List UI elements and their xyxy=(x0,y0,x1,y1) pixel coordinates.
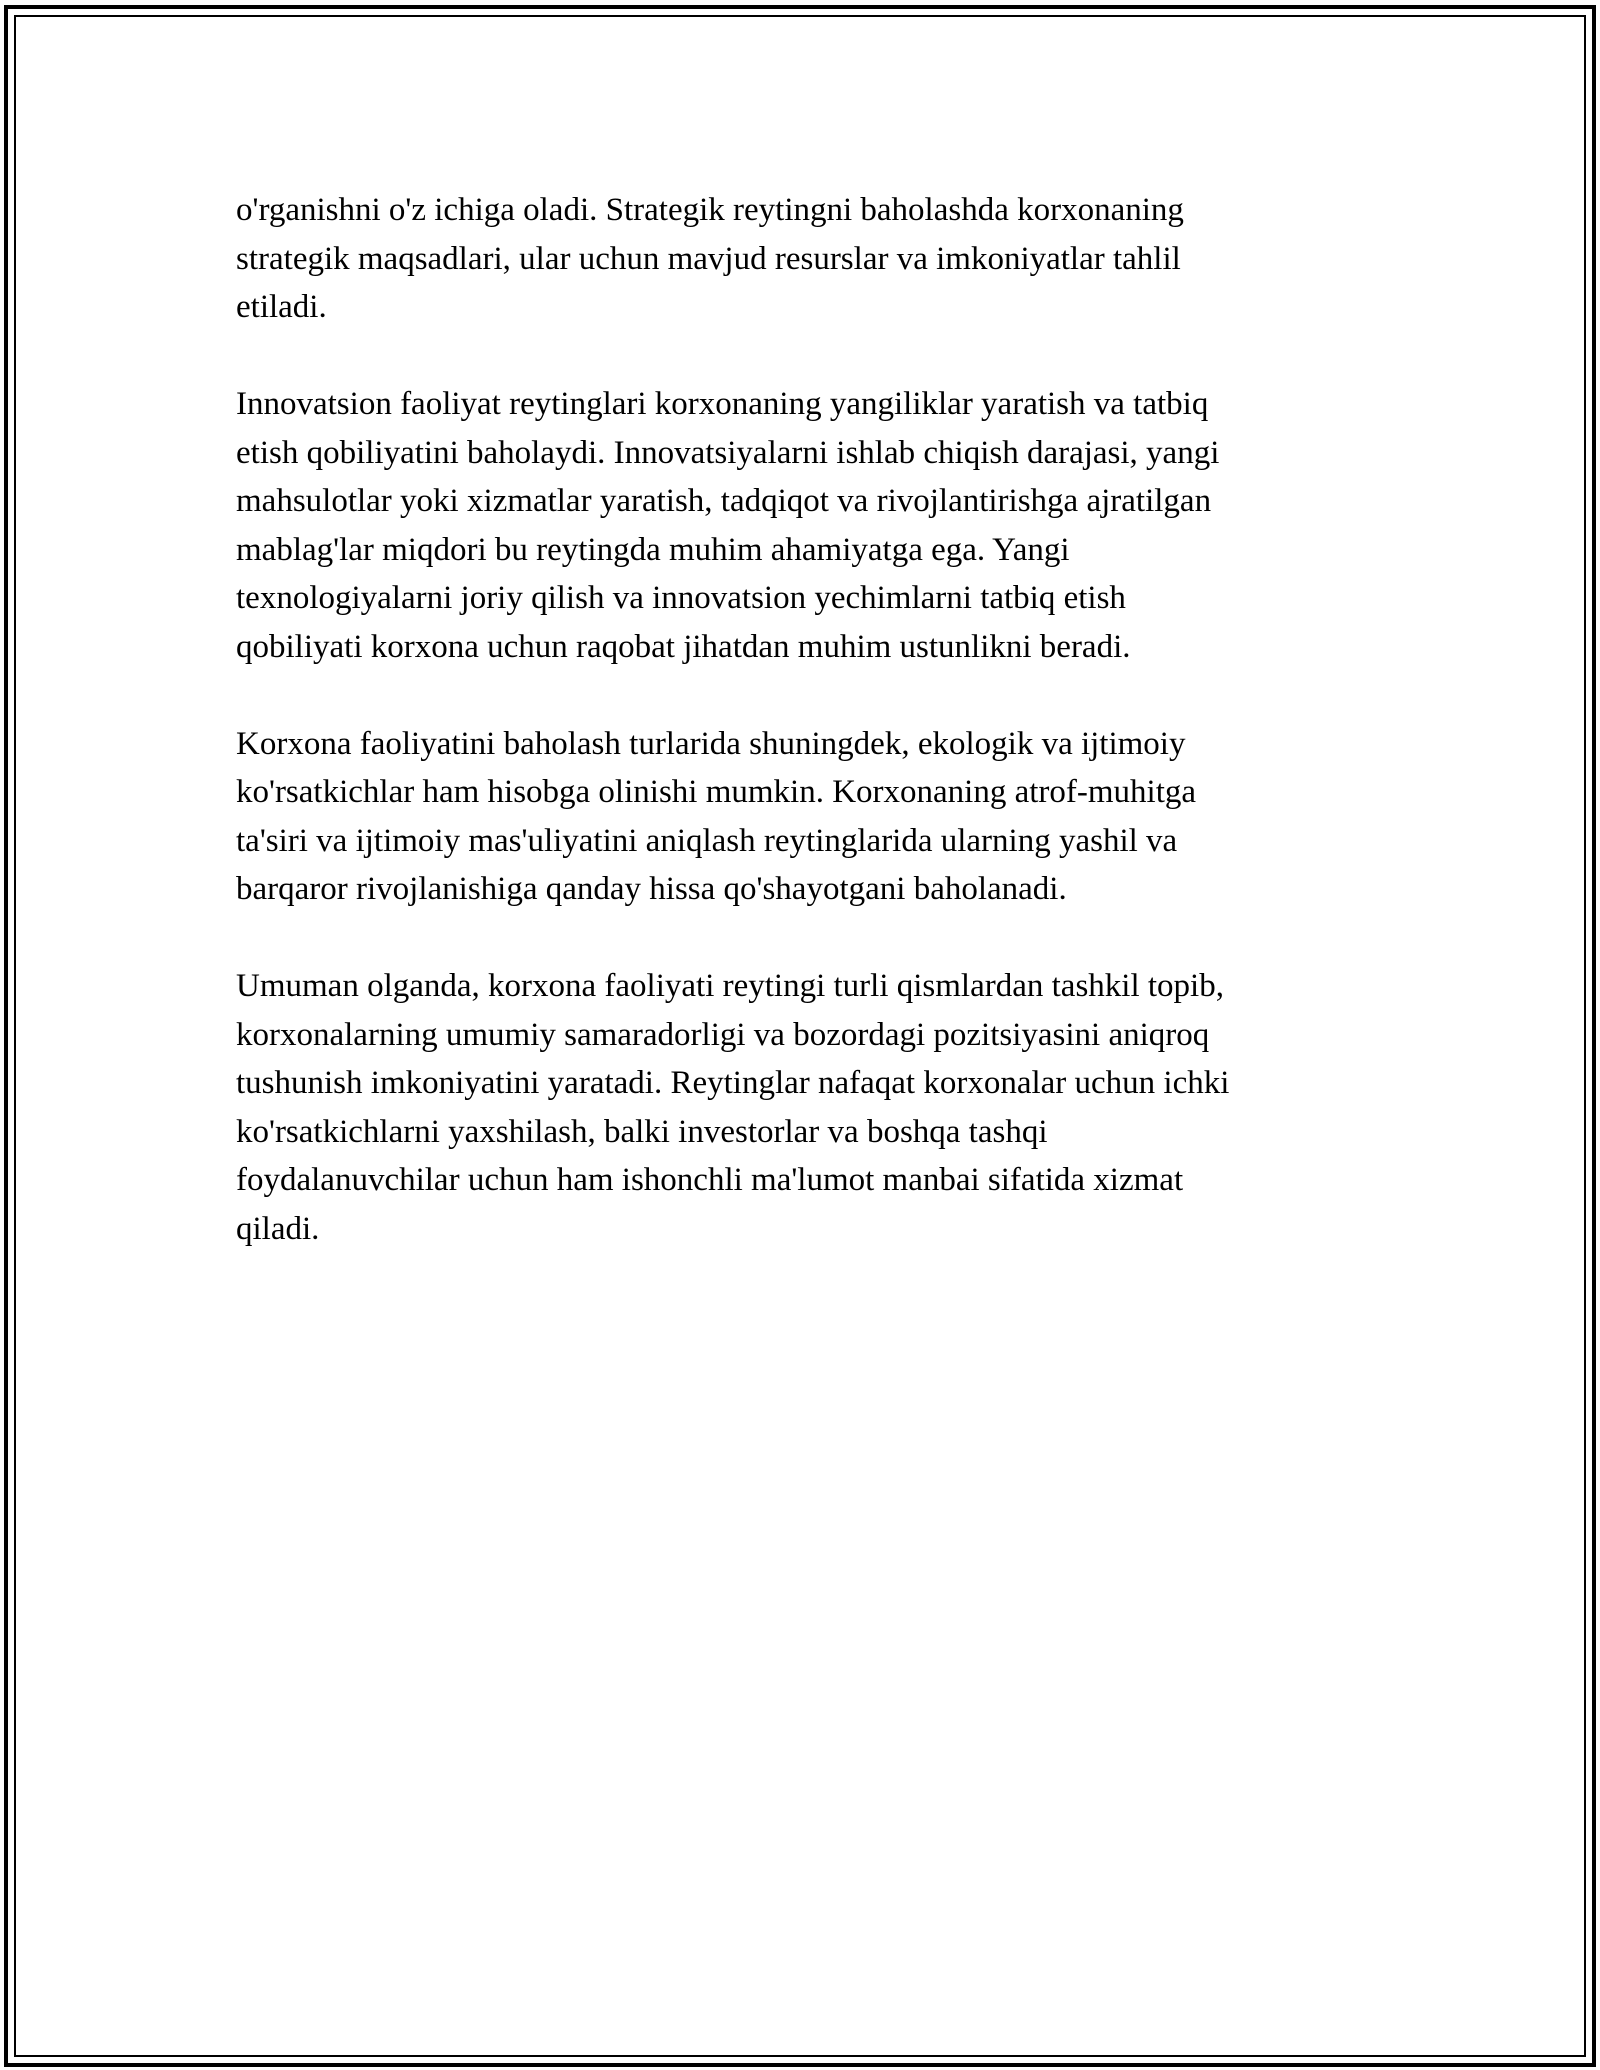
paragraph-line: korxonalarning umumiy samaradorligi va bozordagi pozitsiyasini aniqroq xyxy=(236,1016,1210,1053)
paragraph-line: mablag'lar miqdori bu reytingda muhim ahamiyatga ega. Yangi xyxy=(236,531,1070,568)
paragraph-line: tushunish imkoniyatini yaratadi. Reytinglar nafaqat korxonalar uchun ichki xyxy=(236,1065,1230,1101)
paragraph-line: texnologiyalarni joriy qilish va innovatsion yechimlarni tatbiq etish xyxy=(236,580,1126,616)
paragraph-line: mahsulotlar yoki xizmatlar yaratish, tadqiqot va rivojlantirishga ajratilgan xyxy=(236,483,1212,519)
paragraph-line: Umuman olganda, korxona faoliyati reytingi turli qismlardan tashkil topib, xyxy=(236,968,1224,1004)
paragraph-line: ko'rsatkichlar ham hisobga olinishi mumkin. Korxonaning atrof-muhitga xyxy=(236,774,1197,810)
paragraph-line: etiladi. xyxy=(236,289,327,325)
paragraph-line: Innovatsion faoliyat reytinglari korxonaning yangiliklar yaratish va tatbiq xyxy=(236,386,1209,422)
paragraph-line: o'rganishni o'z ichiga oladi. Strategik reytingni baholashda korxonaning xyxy=(236,192,1184,228)
paragraph-3 xyxy=(236,720,1346,914)
paragraph-line: etish qobiliyatini baholaydi. Innovatsiyalarni ishlab chiqish darajasi, yangi xyxy=(236,434,1220,471)
paragraph-4 xyxy=(236,962,1346,1253)
paragraph-line: barqaror rivojlanishiga qanday hissa qo'shayotgani baholanadi. xyxy=(236,871,1067,907)
paragraph-line: foydalanuvchilar uchun ham ishonchli ma'lumot manbai sifatida xizmat xyxy=(236,1162,1184,1198)
paragraph-1 xyxy=(236,186,1346,332)
paragraph-line: ko'rsatkichlarni yaxshilash, balki investorlar va boshqa tashqi xyxy=(236,1113,1048,1150)
document-body xyxy=(236,186,1346,1302)
paragraph-line: Korxona faoliyatini baholash turlarida shuningdek, ekologik va ijtimoiy xyxy=(236,725,1186,762)
paragraph-2 xyxy=(236,380,1346,671)
paragraph-line: ta'siri va ijtimoiy mas'uliyatini aniqlash reytinglarida ularning yashil va xyxy=(236,822,1178,859)
paragraph-line: qobiliyati korxona uchun raqobat jihatdan muhim ustunlikni beradi. xyxy=(236,628,1131,665)
paragraph-line: qiladi. xyxy=(236,1210,320,1247)
paragraph-line: strategik maqsadlari, ular uchun mavjud resurslar va imkoniyatlar tahlil xyxy=(236,240,1181,277)
